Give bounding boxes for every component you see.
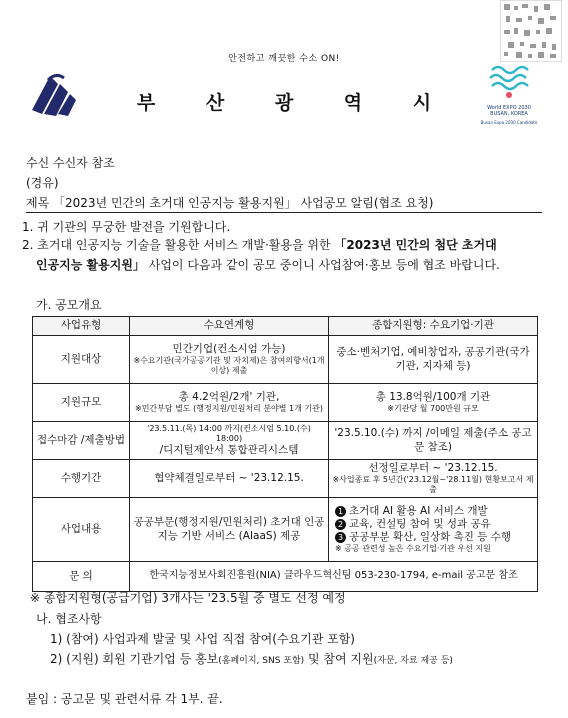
expo-label: World EXPO 2030 BUSAN, KOREA (487, 105, 531, 117)
item-note2: (자문, 자료 제공 등) (373, 656, 453, 666)
table-header-demand: 수요연계형 (130, 317, 329, 336)
cell-note: ※기관당 월 700만원 규모 (387, 404, 479, 414)
paragraph-2-bold: 「2023년 민간의 첨단 초거대 (334, 238, 497, 252)
attachment-line: 붙임 : 공고문 및 관련서류 각 1부. 끝. (26, 692, 223, 706)
cell-text: /디지털제안서 통합관리시스템 (159, 443, 299, 456)
item-text: 2) (지원) 회원 기관기업 등 홍보 (50, 652, 219, 666)
org-title: 부 산 광 역 시 (136, 92, 454, 114)
row-label: 지원대상 (33, 336, 130, 384)
list-item: 1 초거대 AI 활용 AI 서비스 개발 (335, 505, 534, 518)
row-cell (130, 384, 329, 422)
via-line: (경유) (26, 176, 59, 190)
table-row (33, 498, 538, 562)
section-a-heading: 가. 공모개요 (36, 298, 102, 312)
row-label: 사업내용 (33, 498, 130, 562)
row-cell: 중소·벤처기업, 예비창업자, 공공기관(국가기관, 지자체 등) (329, 336, 538, 384)
number-1-icon: 1 (335, 506, 346, 517)
cooperation-item-2 (50, 650, 453, 667)
expo-logo (478, 62, 540, 128)
table-header-general: 종합지원형: 수요기업·기관 (329, 317, 538, 336)
row-cell (329, 384, 538, 422)
subject-line: 제목 「2023년 민간의 초거대 인공지능 활용지원」 사업공모 알림(협조 요청) (26, 196, 434, 210)
row-cell (130, 336, 329, 384)
cell-text: 선정일로부터 ~ '23.12.15. (368, 461, 498, 474)
row-label: 수행기간 (33, 460, 130, 498)
cell-note: ※사업종료 후 5년간('23.12월~'28.11월) 현황보고서 제출 (332, 475, 534, 495)
table-header-row (33, 317, 538, 336)
item-note: (홈페이지, SNS 포함) (218, 656, 305, 666)
row-label: 문 의 (33, 562, 130, 592)
slogan: 안전하고 깨끗한 수소 ON! (228, 54, 340, 64)
paragraph-2-text: 2. 초거대 인공지능 기술을 활용한 서비스 개발·활용을 위한 (22, 238, 331, 252)
list-item: 2 교육, 컨설팅 참여 및 성과 공유 (335, 518, 534, 531)
number-3-icon: 3 (335, 532, 346, 543)
row-cell: 한국지능정보사회진흥원(NIA) 클라우드혁신팀 053-230-1794, e-mail 공고문 참조 (130, 562, 538, 592)
cooperation-item-1: 1) (참여) 사업과제 발굴 및 사업 직접 참여(수요기관 포함) (50, 632, 355, 646)
row-cell: 협약체결일로부터 ~ '23.12.15. (130, 460, 329, 498)
expo-sub: Busan Expo 2030 Candidate (480, 120, 538, 125)
row-cell (329, 498, 538, 562)
row-cell: '23.5.10.(수) 까지 /이메일 제출(주소 공고문 참조) (329, 422, 538, 460)
number-2-icon: 2 (335, 519, 346, 530)
cell-text: 총 13.8억원/100개 기관 (375, 390, 491, 403)
paragraph-2-text2: 사업이 다음과 같이 공모 중이니 사업참여·홍보 등에 협조 바랍니다. (144, 258, 500, 272)
expo-wave-icon (478, 62, 540, 102)
row-cell (130, 422, 329, 460)
cell-note: ※민간부담 별도 (행정지원/민원처리 분야별 1개 기관) (134, 404, 323, 414)
paragraph-2-bold2: 인공지능 활용지원」 (36, 258, 145, 272)
row-label: 지원규모 (33, 384, 130, 422)
cell-text: 총 4.2억원/2개' 기관, (178, 390, 280, 403)
overview-table (32, 316, 538, 592)
table-row (33, 384, 538, 422)
divider (26, 212, 542, 213)
table-row (33, 460, 538, 498)
list-item: 3 공공부분 확산, 일상화 촉진 등 수행 (335, 531, 534, 544)
table-row (33, 336, 538, 384)
paragraph-1: 1. 귀 기관의 무궁한 발전을 기원합니다. (22, 220, 231, 234)
row-cell: 공공부문(행정지원/민원처리) 초거대 인공지능 기반 서비스 (AIaaS) 제공 (130, 498, 329, 562)
item-text2: 및 참여 지원 (304, 652, 374, 666)
row-cell (329, 460, 538, 498)
cell-note: '23.5.11.(목) 14:00 까지(컨소시엄 5.10.(수) 18:00) (147, 423, 311, 443)
row-label: 접수마감 /제출방법 (33, 422, 130, 460)
section-b-heading: 나. 협조사항 (36, 612, 102, 626)
table-row (33, 562, 538, 592)
cell-note: ※수요기관(국가공공기관 및 자치제)은 참여의향서(1개 이상) 제출 (133, 356, 325, 376)
paragraph-2-line2 (36, 256, 500, 273)
table-row (33, 422, 538, 460)
recipient-line: 수신 수신자 참조 (26, 156, 115, 170)
paragraph-2-line1 (22, 236, 497, 253)
cell-text: 민간기업(컨소시엄 가능) (172, 342, 286, 355)
table-header-type: 사업유형 (33, 317, 130, 336)
cell-note: ※ 공공 관련성 높은 수요기업·기관 우선 지원 (335, 544, 491, 554)
selection-note: ※ 종합지원형(공급기업) 3개사는 '23.5월 중 별도 선정 예정 (30, 591, 346, 605)
